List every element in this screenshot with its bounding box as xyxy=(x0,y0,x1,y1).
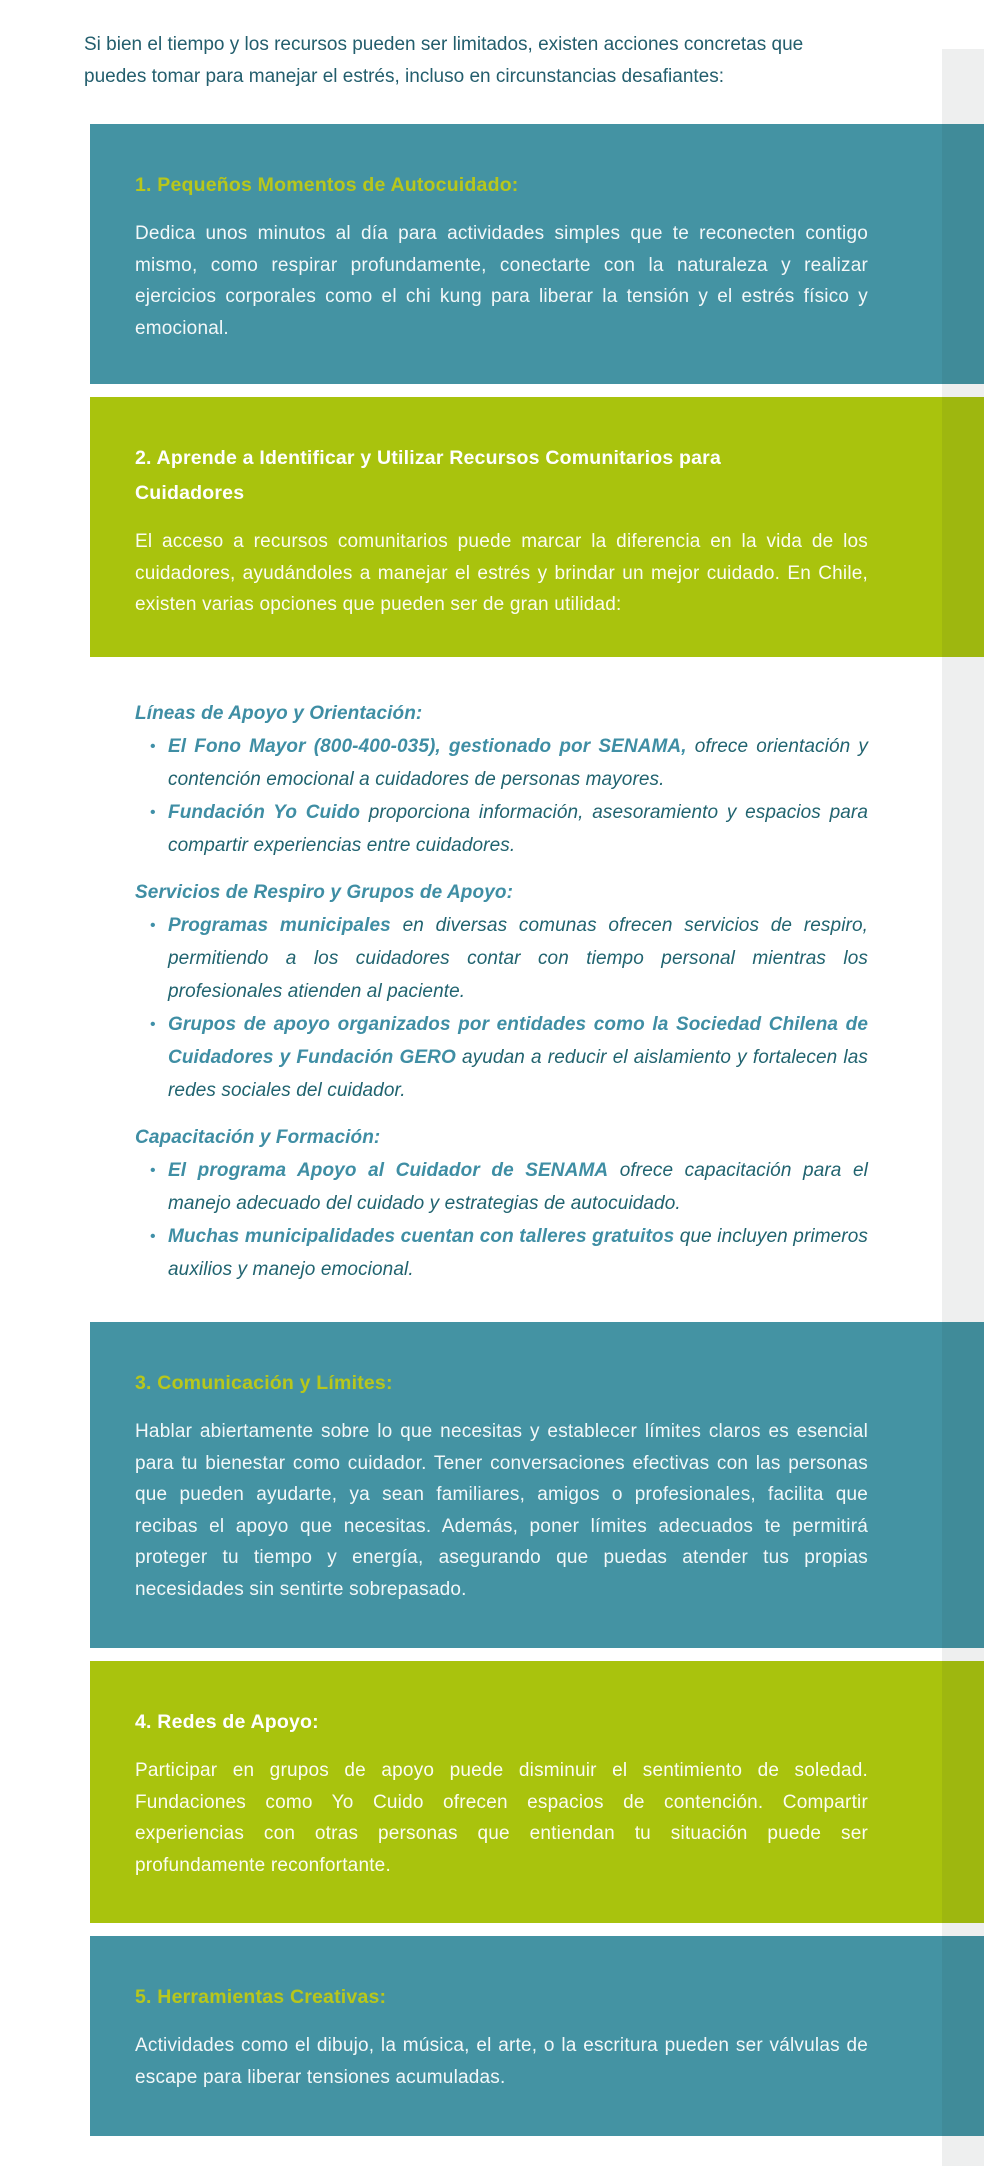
bullet-rest: ayudan a reducir el aislamiento y fortalecen las redes sociales del cuidador. xyxy=(168,1047,868,1101)
bullet-dot-icon: • xyxy=(150,1228,156,1245)
resource-group-respite-services xyxy=(135,876,868,1107)
bullet-rest: ofrece orientación y contención emocional a cuidadores de personas mayores. xyxy=(168,736,868,790)
section-heading-4: 4. Redes de Apoyo: xyxy=(135,1711,319,1733)
bullet-rest: que incluyen primeros auxilios y manejo emocional. xyxy=(168,1226,868,1280)
bullet-text xyxy=(168,909,868,1008)
resource-group-title: Capacitación y Formación: xyxy=(135,1127,381,1148)
section-heading-3: 3. Comunicación y Límites: xyxy=(135,1372,393,1394)
resource-group-title: Líneas de Apoyo y Orientación: xyxy=(135,703,423,724)
bullet-item xyxy=(135,909,868,1008)
section-card-4 xyxy=(90,1661,984,1923)
section-heading-5: 5. Herramientas Creativas: xyxy=(135,1986,387,2008)
bullet-lead: Fundación Yo Cuido xyxy=(168,802,361,823)
bullet-text xyxy=(168,1220,868,1286)
bullet-dot-icon: • xyxy=(150,917,156,934)
bullet-item xyxy=(135,730,868,796)
section-heading-2: 2. Aprende a Identificar y Utilizar Recursos Comunitarios para Cuidadores xyxy=(135,447,722,504)
bullet-dot-icon: • xyxy=(150,804,156,821)
bullet-text xyxy=(168,796,868,862)
bullet-text xyxy=(168,730,868,796)
section-card-2 xyxy=(90,397,984,657)
bullet-lead: El programa Apoyo al Cuidador de SENAMA xyxy=(168,1160,609,1181)
resource-group-training xyxy=(135,1121,868,1286)
section-body-2: El acceso a recursos comunitarios puede marcar la diferencia en la vida de los cuidadores, ayudándoles a manejar el estrés y brindar un mejor cuidado. En Chile, existen varias opciones que pueden ser de gran utilidad: xyxy=(135,531,868,615)
bullet-item xyxy=(135,1220,868,1286)
section-card-1 xyxy=(90,124,984,384)
intro-paragraph: Si bien el tiempo y los recursos pueden ser limitados, existen acciones concretas que puedes tomar para manejar el estrés, incluso en circunstancias desafiantes: xyxy=(84,34,804,87)
bullet-rest: ofrece capacitación para el manejo adecuado del cuidado y estrategias de autocuidado. xyxy=(168,1160,868,1214)
resource-bullet-list xyxy=(135,909,868,1107)
section-body-4: Participar en grupos de apoyo puede disminuir el sentimiento de soledad. Fundaciones como Yo Cuido ofrecen espacios de contención. Compartir experiencias con otras personas que entiendan tu situación puede ser profundamente reconfortante. xyxy=(135,1760,868,1876)
section-card-5 xyxy=(90,1936,984,2136)
section-body-3: Hablar abiertamente sobre lo que necesitas y establecer límites claros es esencial para tu bienestar como cuidador. Tener conversaciones efectivas con las personas que pueden ayudarte, ya sean familiares, amigos o profesionales, facilita que recibas el apoyo que necesitas. Además, poner límites adecuados te permitirá proteger tu tiempo y energía, asegurando que puedas atender tus propias necesidades sin sentirte sobrepasado. xyxy=(135,1421,868,1600)
page-edge-strip xyxy=(942,49,984,2166)
bullet-lead: Grupos de apoyo organizados por entidades como la Sociedad Chilena de Cuidadores y Fundación GERO xyxy=(168,1014,868,1068)
bullet-rest: proporciona información, asesoramiento y espacios para compartir experiencias entre cuidadores. xyxy=(168,802,868,856)
community-resources-section xyxy=(135,697,868,1286)
section-body-1: Dedica unos minutos al día para actividades simples que te reconecten contigo mismo, como respirar profundamente, conectarte con la naturaleza y realizar ejercicios corporales como el chi kung para liberar la tensión y el estrés físico y emocional. xyxy=(135,223,868,339)
bullet-dot-icon: • xyxy=(150,1162,156,1179)
bullet-item xyxy=(135,1154,868,1220)
bullet-rest: en diversas comunas ofrecen servicios de respiro, permitiendo a los cuidadores contar con tiempo personal mientras los profesionales atienden al paciente. xyxy=(168,915,868,1002)
bullet-text xyxy=(168,1008,868,1107)
bullet-text xyxy=(168,1154,868,1220)
section-heading-1: 1. Pequeños Momentos de Autocuidado: xyxy=(135,174,519,196)
bullet-lead: El Fono Mayor (800-400-035), gestionado por SENAMA, xyxy=(168,736,687,757)
bullet-lead: Muchas municipalidades cuentan con talleres gratuitos xyxy=(168,1226,675,1247)
section-card-3 xyxy=(90,1322,984,1648)
resource-group-title: Servicios de Respiro y Grupos de Apoyo: xyxy=(135,882,514,903)
bullet-dot-icon: • xyxy=(150,738,156,755)
bullet-lead: Programas municipales xyxy=(168,915,391,936)
bullet-item xyxy=(135,796,868,862)
resource-bullet-list xyxy=(135,1154,868,1286)
section-body-5: Actividades como el dibujo, la música, el arte, o la escritura pueden ser válvulas de escape para liberar tensiones acumuladas. xyxy=(135,2035,868,2088)
resource-group-support-lines xyxy=(135,697,868,862)
bullet-item xyxy=(135,1008,868,1107)
bullet-dot-icon: • xyxy=(150,1016,156,1033)
resource-bullet-list xyxy=(135,730,868,862)
